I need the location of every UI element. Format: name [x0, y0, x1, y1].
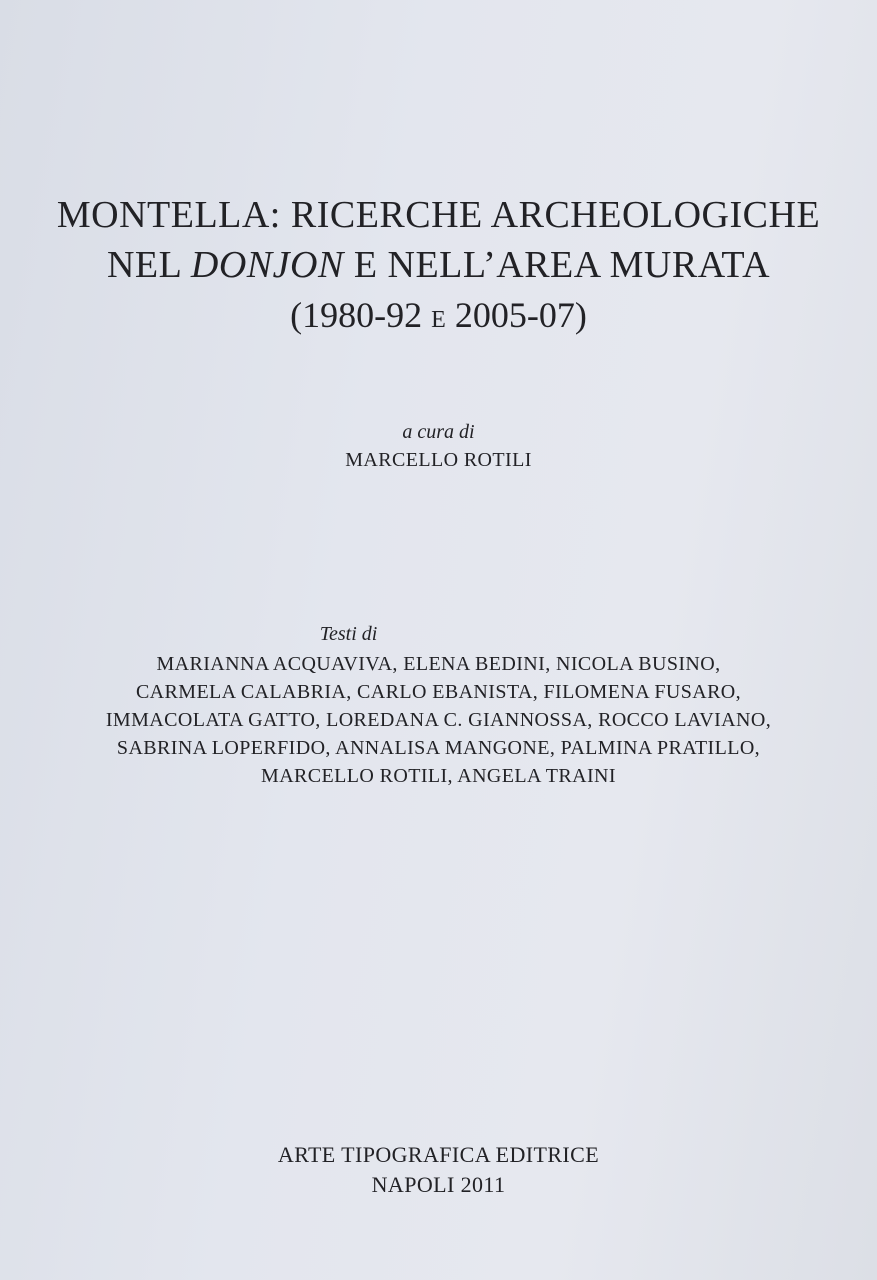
title-line-2 [0, 240, 877, 290]
dates-second: 2005-07) [454, 295, 587, 335]
authors-line: MARIANNA ACQUAVIVA, ELENA BEDINI, NICOLA BUSINO, [156, 653, 721, 675]
curator-section [0, 418, 877, 474]
publication-place-year: NAPOLI 2011 [371, 1172, 506, 1197]
dates-conjunction: E [431, 307, 446, 333]
title-line-1: MONTELLA: RICERCHE ARCHEOLOGICHE [56, 194, 821, 236]
authors-line: IMMACOLATA GATTO, LOREDANA C. GIANNOSSA, ROCCO LAVIANO, [105, 709, 772, 731]
title-line-2-pre: NEL [106, 244, 191, 286]
authors-line: MARCELLO ROTILI, ANGELA TRAINI [261, 765, 616, 787]
authors-line: SABRINA LOPERFIDO, ANNALISA MANGONE, PALMINA PRATILLO, [116, 737, 761, 759]
curator-label: a cura di [402, 421, 475, 443]
dates-first: (1980-92 [290, 295, 423, 335]
curator-name: MARCELLO ROTILI [345, 449, 532, 471]
title-line-2-post: E NELL’AREA MURATA [343, 244, 771, 286]
title-donjon: DONJON [190, 244, 344, 286]
authors-section [0, 620, 877, 790]
book-title [0, 190, 877, 345]
publisher-name: ARTE TIPOGRAFICA EDITRICE [277, 1142, 600, 1167]
publisher-section [0, 1140, 877, 1200]
authors-line: CARMELA CALABRIA, CARLO EBANISTA, FILOMENA FUSARO, [135, 681, 742, 703]
authors-label: Testi di [319, 623, 378, 645]
title-dates [0, 290, 877, 345]
